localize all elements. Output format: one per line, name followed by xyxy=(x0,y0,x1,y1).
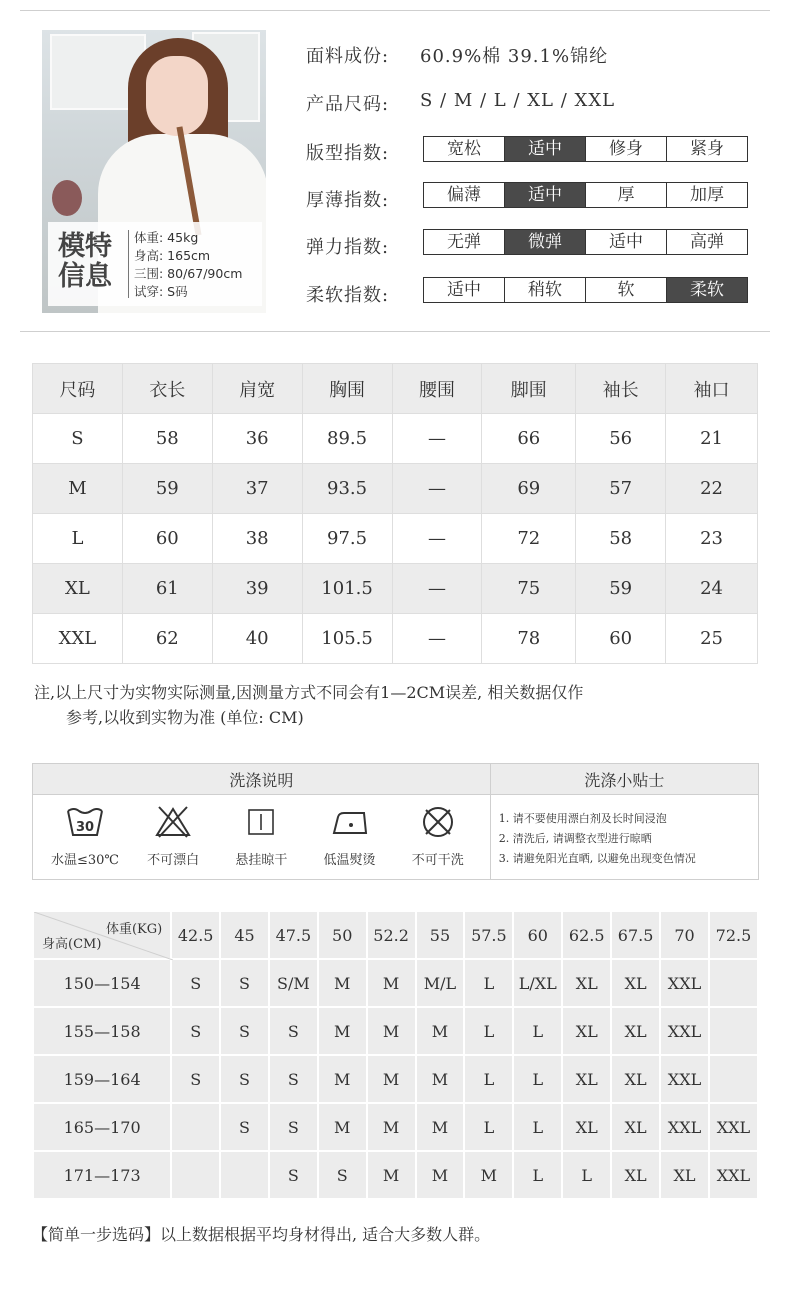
measurement-cell: 58 xyxy=(576,514,666,564)
care-label: 悬挂晾干 xyxy=(235,853,288,868)
model-photo xyxy=(42,30,266,313)
recommended-size-cell: L xyxy=(464,959,513,1007)
recommended-size-cell: L xyxy=(513,1007,562,1055)
model-info-details xyxy=(134,229,242,301)
height-range-cell: 171—173 xyxy=(33,1151,171,1199)
care-tips-cell xyxy=(490,795,758,880)
weight-cell: 45 xyxy=(220,911,269,959)
recommended-size-cell: XXL xyxy=(660,1055,709,1103)
elasticity-index-label: 弹力指数: xyxy=(306,237,390,258)
recommended-size-cell: M xyxy=(318,1103,367,1151)
softness-index-scale xyxy=(423,277,748,303)
section-divider xyxy=(20,331,770,332)
recommended-size-cell xyxy=(171,1103,220,1151)
recommended-size-cell: M xyxy=(367,1055,416,1103)
model-info-title: 模特信息 xyxy=(58,231,112,292)
recommended-size-cell: S xyxy=(220,1103,269,1151)
hang-dry-icon xyxy=(241,805,281,839)
measurement-cell: 78 xyxy=(482,614,576,664)
measurement-cell: 56 xyxy=(576,414,666,464)
care-label: 不可干洗 xyxy=(411,853,464,868)
recommended-size-cell: M xyxy=(318,1007,367,1055)
fit-index-scale xyxy=(423,136,748,162)
recommended-size-cell xyxy=(709,959,758,1007)
height-row xyxy=(33,959,758,1007)
weight-cell: 55 xyxy=(416,911,465,959)
softness-option: 稍软 xyxy=(504,278,585,302)
model-measurements: 三围: 80/67/90cm xyxy=(134,266,243,281)
elasticity-option: 微弹 xyxy=(504,230,585,254)
size-name-cell: XL xyxy=(33,564,123,614)
recommended-size-cell: M/L xyxy=(416,959,465,1007)
care-label: 不可漂白 xyxy=(147,853,200,868)
care-icons-cell xyxy=(33,795,491,880)
size-table-header-cell: 衣长 xyxy=(122,364,212,414)
softness-option: 适中 xyxy=(447,280,481,300)
weight-cell: 57.5 xyxy=(464,911,513,959)
fabric-value: 60.9%棉 39.1%锦纶 xyxy=(420,46,609,67)
measurement-cell: 105.5 xyxy=(302,614,392,664)
recommended-size-cell: XL xyxy=(611,1007,660,1055)
height-range-cell: 150—154 xyxy=(33,959,171,1007)
measurement-cell: — xyxy=(392,514,482,564)
recommended-size-cell: M xyxy=(416,1103,465,1151)
measurement-cell: 89.5 xyxy=(302,414,392,464)
recommended-size-cell: XL xyxy=(562,1007,611,1055)
measurement-cell: 61 xyxy=(122,564,212,614)
elasticity-option: 无弹 xyxy=(447,232,481,252)
weight-cell: 52.2 xyxy=(367,911,416,959)
top-divider xyxy=(20,10,770,11)
no-bleach-icon xyxy=(153,805,193,839)
care-tips-title: 洗涤小贴士 xyxy=(490,764,758,795)
recommended-size-cell: L xyxy=(562,1151,611,1199)
care-label: 水温≤30℃ xyxy=(51,853,119,868)
recommended-size-cell: XL xyxy=(611,959,660,1007)
weight-cell: 47.5 xyxy=(269,911,318,959)
fabric-label: 面料成份: xyxy=(306,46,390,67)
recommended-size-cell: L xyxy=(513,1151,562,1199)
recommended-size-cell: M xyxy=(367,1151,416,1199)
recommended-size-cell: S xyxy=(220,959,269,1007)
measurement-cell: 57 xyxy=(576,464,666,514)
recommended-size-cell: XL xyxy=(660,1151,709,1199)
weight-cell: 50 xyxy=(318,911,367,959)
care-label: 低温熨烫 xyxy=(323,853,376,868)
size-table-header-cell: 腰围 xyxy=(392,364,482,414)
photo-background-plant xyxy=(52,180,82,216)
thickness-index-scale xyxy=(423,182,748,208)
recommended-size-cell: L/XL xyxy=(513,959,562,1007)
recommended-size-cell: M xyxy=(416,1151,465,1199)
recommended-size-cell: XXL xyxy=(660,959,709,1007)
recommended-size-cell: XXL xyxy=(660,1103,709,1151)
size-table-header-cell: 肩宽 xyxy=(212,364,302,414)
model-weight: 体重: 45kg xyxy=(134,230,199,245)
measurement-cell: 22 xyxy=(666,464,758,514)
size-name-cell: L xyxy=(33,514,123,564)
measurement-cell: — xyxy=(392,464,482,514)
recommended-size-cell: S xyxy=(171,1007,220,1055)
wash-30-icon xyxy=(65,805,105,839)
recommended-size-cell xyxy=(220,1151,269,1199)
recommended-size-cell: M xyxy=(416,1007,465,1055)
recommended-size-cell: XXL xyxy=(660,1007,709,1055)
measurement-cell: — xyxy=(392,564,482,614)
recommended-size-cell: M xyxy=(367,959,416,1007)
fit-option: 适中 xyxy=(504,137,585,161)
recommended-size-cell xyxy=(709,1055,758,1103)
measurement-cell: 24 xyxy=(666,564,758,614)
measurement-cell: 59 xyxy=(576,564,666,614)
height-range-cell: 165—170 xyxy=(33,1103,171,1151)
measurement-cell: 60 xyxy=(576,614,666,664)
height-row xyxy=(33,1151,758,1199)
measurement-cell: 93.5 xyxy=(302,464,392,514)
measurement-note-continued: 参考,以收到实物为准 (单位: CM) xyxy=(66,708,304,727)
softness-option: 软 xyxy=(585,278,666,302)
elasticity-option: 适中 xyxy=(585,230,666,254)
size-table-header-cell: 胸围 xyxy=(302,364,392,414)
recommended-size-cell: M xyxy=(367,1007,416,1055)
elasticity-option: 高弹 xyxy=(666,230,747,254)
size-table-header-cell: 袖口 xyxy=(666,364,758,414)
measurement-cell: 62 xyxy=(122,614,212,664)
recommended-size-cell: S xyxy=(269,1151,318,1199)
height-row xyxy=(33,1007,758,1055)
recommended-size-cell: S/M xyxy=(269,959,318,1007)
measurement-cell: 38 xyxy=(212,514,302,564)
recommended-size-cell: S xyxy=(318,1151,367,1199)
model-info-box xyxy=(48,222,262,306)
care-tip: 1. 请不要使用漂白剂及长时间浸泡 xyxy=(498,812,667,825)
size-table xyxy=(32,363,758,664)
height-row xyxy=(33,1103,758,1151)
elasticity-index-scale xyxy=(423,229,748,255)
measurement-cell: 59 xyxy=(122,464,212,514)
care-item xyxy=(219,805,303,868)
recommended-size-cell: M xyxy=(367,1103,416,1151)
height-range-cell: 155—158 xyxy=(33,1007,171,1055)
fit-option: 紧身 xyxy=(666,137,747,161)
recommended-size-cell: L xyxy=(513,1055,562,1103)
weight-cell: 60 xyxy=(513,911,562,959)
sizes-value: S / M / L / XL / XXL xyxy=(420,90,616,111)
weight-cell: 72.5 xyxy=(709,911,758,959)
recommended-size-cell: L xyxy=(464,1007,513,1055)
recommended-size-cell xyxy=(171,1151,220,1199)
size-table-header-cell: 尺码 xyxy=(33,364,123,414)
model-info-separator xyxy=(128,230,129,298)
measurement-cell: 101.5 xyxy=(302,564,392,614)
measurement-note: 注,以上尺寸为实物实际测量,因测量方式不同会有1—2CM误差, 相关数据仅作 xyxy=(34,683,584,702)
height-row xyxy=(33,1055,758,1103)
thickness-option: 厚 xyxy=(585,183,666,207)
recommended-size-cell: S xyxy=(171,1055,220,1103)
care-item xyxy=(308,805,392,868)
table-corner-cell xyxy=(33,911,171,959)
measurement-cell: 58 xyxy=(122,414,212,464)
recommended-size-cell: XL xyxy=(611,1151,660,1199)
recommended-size-cell xyxy=(709,1007,758,1055)
care-tip: 3. 请避免阳光直晒, 以避免出现变色情况 xyxy=(498,852,696,865)
weight-axis-label: 体重(KG) xyxy=(105,922,163,937)
fit-index-label: 版型指数: xyxy=(306,143,390,164)
recommended-size-cell: XL xyxy=(611,1103,660,1151)
wash-temp-number: 30 xyxy=(75,820,95,835)
softness-index-label: 柔软指数: xyxy=(306,285,390,306)
measurement-cell: — xyxy=(392,414,482,464)
care-title: 洗涤说明 xyxy=(33,764,491,795)
recommended-size-cell: S xyxy=(269,1055,318,1103)
recommended-size-cell: XXL xyxy=(709,1103,758,1151)
recommended-size-cell: M xyxy=(318,1055,367,1103)
recommended-size-cell: S xyxy=(220,1007,269,1055)
recommended-size-cell: M xyxy=(464,1151,513,1199)
recommended-size-cell: S xyxy=(269,1103,318,1151)
measurement-cell: 23 xyxy=(666,514,758,564)
recommended-size-cell: L xyxy=(464,1103,513,1151)
size-table-header xyxy=(33,364,758,414)
size-table-row xyxy=(33,614,758,664)
size-name-cell: M xyxy=(33,464,123,514)
thickness-option: 加厚 xyxy=(666,183,747,207)
measurement-cell: 39 xyxy=(212,564,302,614)
care-tip: 2. 清洗后, 请调整衣型进行晾晒 xyxy=(498,832,652,845)
fit-option: 修身 xyxy=(585,137,666,161)
weight-cell: 70 xyxy=(660,911,709,959)
thickness-index-label: 厚薄指数: xyxy=(306,190,390,211)
recommended-size-cell: S xyxy=(220,1055,269,1103)
sizes-label: 产品尺码: xyxy=(306,94,390,115)
recommended-size-cell: XL xyxy=(611,1055,660,1103)
weight-cell: 67.5 xyxy=(611,911,660,959)
weight-cell: 62.5 xyxy=(562,911,611,959)
measurement-cell: 97.5 xyxy=(302,514,392,564)
size-name-cell: S xyxy=(33,414,123,464)
size-table-header-cell: 袖长 xyxy=(576,364,666,414)
recommended-size-cell: XL xyxy=(562,959,611,1007)
thickness-option: 偏薄 xyxy=(447,185,481,205)
weight-cell: 42.5 xyxy=(171,911,220,959)
measurement-cell: 60 xyxy=(122,514,212,564)
recommended-size-cell: L xyxy=(513,1103,562,1151)
recommended-size-cell: S xyxy=(171,959,220,1007)
no-dry-clean-icon xyxy=(418,805,458,839)
model-height: 身高: 165cm xyxy=(134,248,211,263)
measurement-cell: — xyxy=(392,614,482,664)
measurement-cell: 40 xyxy=(212,614,302,664)
size-table-row xyxy=(33,464,758,514)
size-table-header-cell: 脚围 xyxy=(482,364,576,414)
care-item xyxy=(131,805,215,868)
model-face xyxy=(146,56,208,136)
recommended-size-cell: L xyxy=(464,1055,513,1103)
measurement-cell: 25 xyxy=(666,614,758,664)
measurement-cell: 69 xyxy=(482,464,576,514)
measurement-cell: 66 xyxy=(482,414,576,464)
height-axis-label: 身高(CM) xyxy=(42,937,102,952)
height-range-cell: 159—164 xyxy=(33,1055,171,1103)
measurement-cell: 75 xyxy=(482,564,576,614)
measurement-cell: 21 xyxy=(666,414,758,464)
measurement-cell: 72 xyxy=(482,514,576,564)
recommended-size-cell: XL xyxy=(562,1055,611,1103)
care-instructions xyxy=(32,763,759,880)
recommended-size-cell: M xyxy=(416,1055,465,1103)
low-iron-icon xyxy=(330,805,370,839)
footer-note: 【简单一步选码】以上数据根据平均身材得出, 适合大多数人群。 xyxy=(32,1225,491,1244)
model-size-worn: 试穿: S码 xyxy=(134,284,188,299)
measurement-cell: 36 xyxy=(212,414,302,464)
recommended-size-cell: S xyxy=(269,1007,318,1055)
softness-option: 柔软 xyxy=(666,278,747,302)
size-recommendation-table xyxy=(32,910,759,1200)
care-item xyxy=(43,805,127,868)
recommended-size-cell: XL xyxy=(562,1103,611,1151)
measurement-cell: 37 xyxy=(212,464,302,514)
size-table-row xyxy=(33,564,758,614)
recommended-size-cell: XXL xyxy=(709,1151,758,1199)
fit-option: 宽松 xyxy=(447,139,481,159)
size-table-row xyxy=(33,514,758,564)
thickness-option: 适中 xyxy=(504,183,585,207)
care-item xyxy=(396,805,480,868)
size-table-row xyxy=(33,414,758,464)
weight-header-row xyxy=(33,911,758,959)
size-name-cell: XXL xyxy=(33,614,123,664)
recommended-size-cell: M xyxy=(318,959,367,1007)
